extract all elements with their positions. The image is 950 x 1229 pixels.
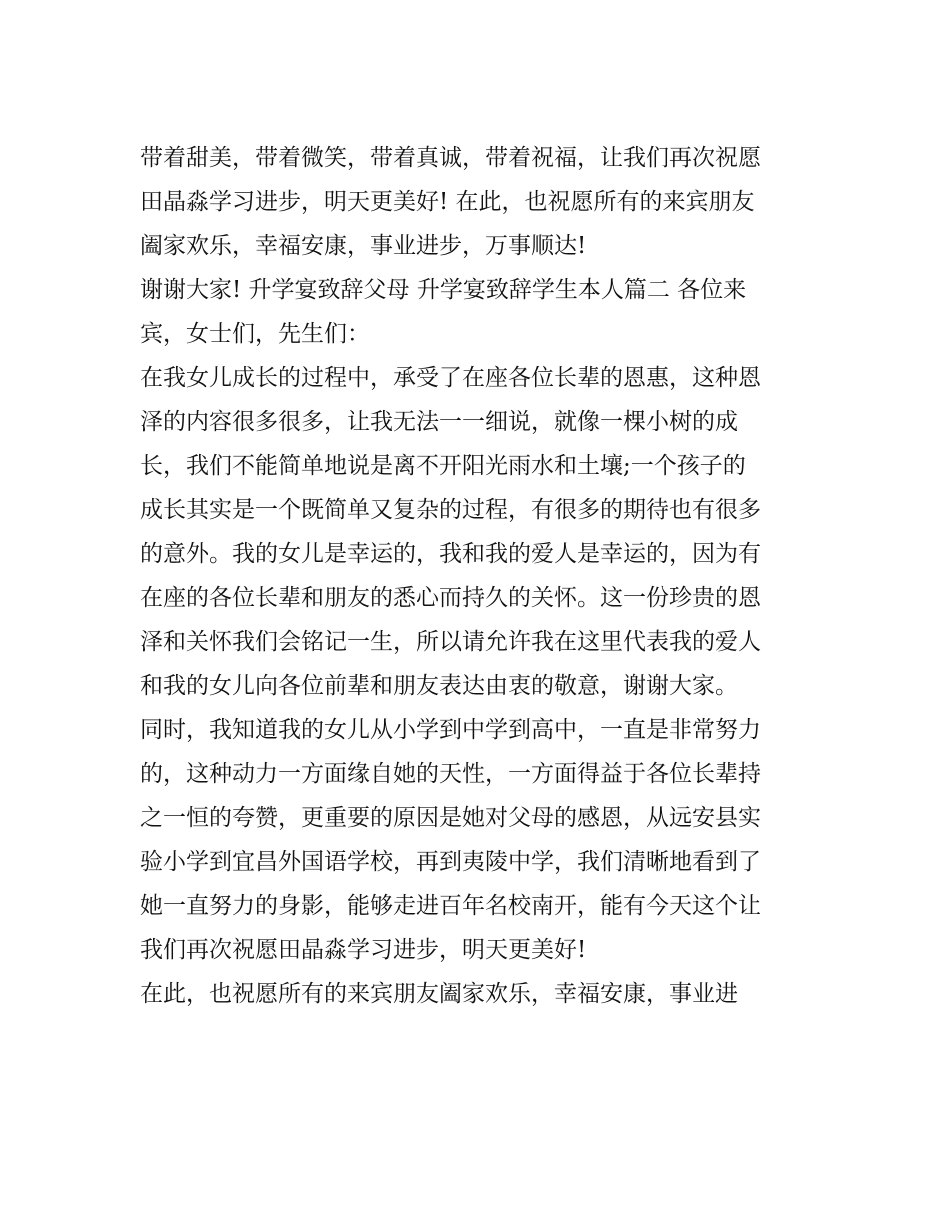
text-line: 的，这种动力一方面缘自她的天性，一方面得益于各位长辈持 (140, 761, 761, 787)
text-line: 宾，女士们，先生们： (140, 321, 370, 347)
text-line: 在座的各位长辈和朋友的悉心而持久的关怀。这一份珍贵的恩 (140, 585, 761, 611)
text-line: 成长其实是一个既简单又复杂的过程，有很多的期待也有很多 (140, 497, 761, 523)
text-line: 在此，也祝愿所有的来宾朋友阖家欢乐，幸福安康，事业进 (140, 981, 738, 1007)
text-line: 田晶淼学习进步，明天更美好! 在此，也祝愿所有的来宾朋友 (140, 189, 755, 215)
text-line: 我们再次祝愿田晶淼学习进步，明天更美好! (140, 937, 587, 963)
text-line: 阖家欢乐，幸福安康，事业进步，万事顺达! (140, 233, 587, 259)
text-line: 泽和关怀我们会铭记一生，所以请允许我在这里代表我的爱人 (140, 629, 761, 655)
text-line: 长，我们不能简单地说是离不开阳光雨水和土壤;一个孩子的 (140, 453, 746, 479)
text-line: 之一恒的夸赞，更重要的原因是她对父母的感恩，从远安县实 (140, 805, 761, 831)
text-line: 谢谢大家! 升学宴致辞父母 升学宴致辞学生本人篇二 各位来 (140, 277, 747, 303)
text-line: 她一直努力的身影，能够走进百年名校南开，能有今天这个让 (140, 893, 761, 919)
text-line: 和我的女儿向各位前辈和朋友表达由衷的敬意，谢谢大家。 (140, 673, 738, 699)
document-body (140, 136, 820, 1016)
text-line: 的意外。我的女儿是幸运的，我和我的爱人是幸运的，因为有 (140, 541, 761, 567)
text-line: 在我女儿成长的过程中，承受了在座各位长辈的恩惠，这种恩 (140, 365, 761, 391)
text-line: 带着甜美，带着微笑，带着真诚，带着祝福，让我们再次祝愿 (140, 145, 761, 171)
text-line: 泽的内容很多很多，让我无法一一细说，就像一棵小树的成 (140, 409, 738, 435)
text-line: 同时，我知道我的女儿从小学到中学到高中，一直是非常努力 (140, 717, 761, 743)
text-line: 验小学到宜昌外国语学校，再到夷陵中学，我们清晰地看到了 (140, 849, 761, 875)
